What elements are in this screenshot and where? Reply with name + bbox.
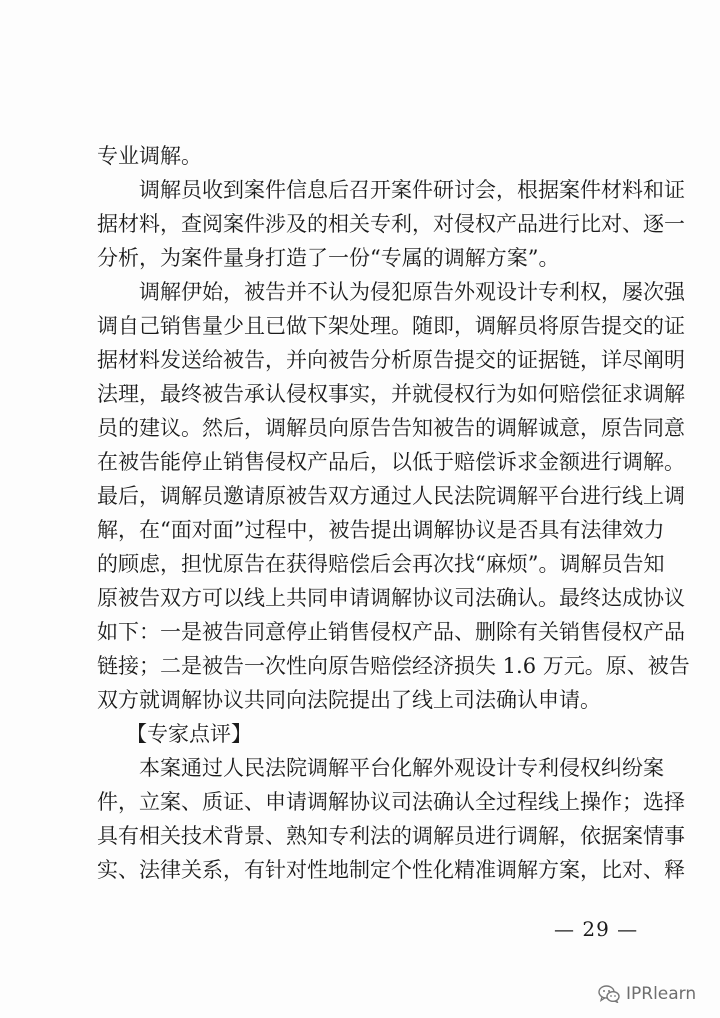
text-line: 据材料，查阅案件涉及的相关专利，对侵权产品进行比对、逐一	[97, 212, 685, 236]
text-line: 法理，最终被告承认侵权事实，并就侵权行为如何赔偿征求调解	[97, 382, 685, 406]
paragraph-first-line: 调解员收到案件信息后召开案件研讨会，根据案件材料和证	[139, 178, 685, 202]
text-line: 如下：一是被告同意停止销售侵权产品、删除有关销售侵权产品	[97, 620, 685, 644]
text-line: 分析，为案件量身打造了一份“专属的调解方案”。	[97, 246, 560, 270]
section-heading: 【专家点评】	[126, 722, 252, 746]
text-line: 解，在“面对面”过程中，被告提出调解协议是否具有法律效力	[97, 518, 665, 542]
watermark-text: IPRlearn	[626, 984, 697, 1004]
text-line: 在被告能停止销售侵权产品后，以低于赔偿诉求金额进行调解。	[97, 450, 685, 474]
text-line: 具有相关技术背景、熟知专利法的调解员进行调解，依据案情事	[97, 824, 685, 848]
text-line: 双方就调解协议共同向法院提出了线上司法确认申请。	[97, 688, 601, 712]
text-line: 调自己销售量少且已做下架处理。随即，调解员将原告提交的证	[97, 314, 685, 338]
text-line: 件，立案、质证、申请调解协议司法确认全过程线上操作；选择	[97, 790, 685, 814]
text-line: 链接；二是被告一次性向原告赔偿经济损失 1.6 万元。原、被告	[97, 654, 690, 678]
paragraph-first-line: 调解伊始，被告并不认为侵犯原告外观设计专利权，屡次强	[139, 280, 685, 304]
paragraph-first-line: 本案通过人民法院调解平台化解外观设计专利侵权纠纷案	[139, 756, 664, 780]
text-line: 据材料发送给被告，并向被告分析原告提交的证据链，详尽阐明	[97, 348, 685, 372]
text-line: 的顾虑，担忧原告在获得赔偿后会再次找“麻烦”。调解员告知	[97, 552, 665, 576]
page-number: — 29 —	[554, 917, 639, 941]
wechat-icon	[598, 985, 620, 1003]
text-line: 专业调解。	[97, 144, 202, 168]
text-line: 最后，调解员邀请原被告双方通过人民法院调解平台进行线上调	[97, 484, 685, 508]
watermark	[598, 984, 696, 1004]
text-line: 实、法律关系，有针对性地制定个性化精准调解方案，比对、释	[97, 858, 685, 882]
text-line: 员的建议。然后，调解员向原告告知被告的调解诚意，原告同意	[97, 416, 685, 440]
text-line: 原被告双方可以线上共同申请调解协议司法确认。最终达成协议	[97, 586, 685, 610]
